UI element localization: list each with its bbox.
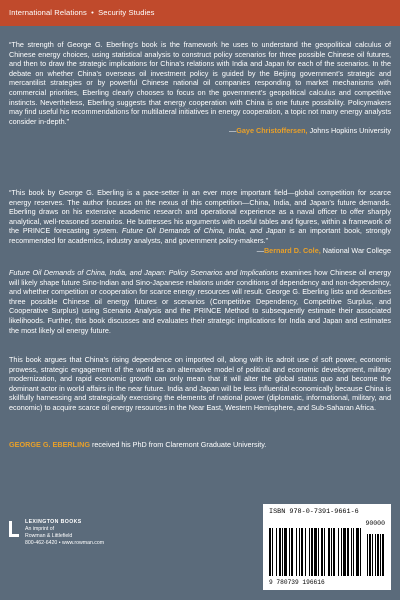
- publisher-logo: [9, 519, 129, 579]
- argument-paragraph: This book argues that China’s rising dependence on imported oil, along with its adroit use of soft power, economic prowess, strategic engagement of the world as an alternative model of political and economic development, military modernization, and rapid economic growth can only mean that it will alter the global status quo and become the dominant actor in world affairs in the near future. India and Japan will be less influential economically because China is skillfully harnessing and strategically exercising the elements of national power (diplomatic, informational, military, and economic) to acquire scarce oil energy resources in the Near East, Western Hemisphere, and Sub-Saharan Africa.: [9, 355, 391, 412]
- author-bio: [9, 440, 391, 450]
- publisher-line3: 800-462-6420 • www.rowman.com: [25, 540, 105, 546]
- attr-institution: Johns Hopkins University: [307, 126, 391, 136]
- book-argument: [9, 355, 391, 413]
- book-description: [9, 268, 391, 335]
- blurb-christoffersen: [9, 40, 391, 136]
- category-bar: [0, 0, 400, 26]
- isbn-number: ISBN 978-0-7391-9661-6: [269, 508, 359, 516]
- blurb-quote-part1: “This book by George G. Eberling is a pace-setter in an ever more important field—global competition for scarce energy reserves. The author focuses on the nexus of this competition—China, India, and Japan’s future demands. Eberling draws on his extensive academic research and operational experience as a naval officer to offer sharply analytical, well-reasoned scenarios. He buttresses his arguments with useful tables and figures, within a framework of the PRINCE forecasting system.: [9, 188, 391, 236]
- category-label: [9, 8, 155, 17]
- category-right: Security Studies: [98, 8, 155, 17]
- blurb-attribution: [9, 246, 391, 256]
- isbn-barcode: [263, 504, 391, 590]
- description-body: examines how Chinese oil energy will likely shape future Sino-Indian and Sino-Japanese relations under conditions of dependency and non-dependency, and whether competition or cooperation for scarce energy resources will result. George G. Eberling lists and describes three possible Chinese oil energy futures or scenarios (Competitive Dependency, Competitive Surplus, and Cooperative Surplus) using Scenario Analysis and the PRINCE Method to subsequently estimate their associated likelihoods. Further, this book discusses and evaluates their strategic implications for India and Japan and estimates the most likely oil energy future.: [9, 268, 392, 335]
- attr-dash: —: [256, 245, 264, 255]
- price-code: 90000: [365, 520, 385, 527]
- blurb-attribution: [9, 126, 391, 136]
- author-name: GEORGE G. EBERLING: [9, 440, 90, 449]
- publisher-line2: Rowman & Littlefield: [25, 533, 73, 539]
- barcode-digits: 9 780739 196616: [269, 579, 325, 586]
- author-bio-body: received his PhD from Claremont Graduate University.: [89, 440, 267, 449]
- blurb-quote: “The strength of George G. Eberling’s book is the framework he uses to understand the geopolitical calculus of Chinese energy choices, using statistical analysis to construct policy scenarios for three possible Chinese oil futures, and then to draw the strategic implications for China’s relations with India and Japan for each of the scenarios. In the debate on whether China’s overseas oil investment policy is guided by the Beijing government’s strategic and mercantilist strategies or by powerful Chinese national oil companies responding to market mechanisms with commercial priorities, Eberling clearly chooses to focus on the government’s geopolitical calculus and competitive instincts. Nevertheless, Eberling suggests that energy cooperation with China is one future possibility. Policymakers may find useful his recommendations for multilateral initiatives in energy cooperation, a topic not many energy analysts consider in-depth.”: [9, 40, 391, 126]
- description-title: Future Oil Demands of China, India, and Japan: Policy Scenarios and Implications: [9, 268, 279, 277]
- blurb-quote-part2: is an important book, strongly recommended for academics, industry analysts, and government policy-makers.”: [9, 226, 391, 245]
- publisher-info: [25, 519, 104, 547]
- description-paragraph: [9, 268, 391, 335]
- barcode-bars-icon: [269, 528, 385, 578]
- category-left: International Relations: [9, 8, 87, 17]
- lexington-logo-icon: [9, 521, 19, 537]
- blurb-quote-title: Future Oil Demands of China, India, and Japan: [121, 226, 286, 236]
- blurb-quote: [9, 188, 391, 246]
- blurb-cole: [9, 188, 391, 255]
- author-bio-text: [9, 440, 391, 450]
- category-bullet: •: [91, 8, 94, 17]
- publisher-line1: An imprint of: [25, 526, 55, 532]
- attr-dash: —: [229, 126, 237, 136]
- attr-name: Bernard D. Cole,: [263, 245, 321, 255]
- publisher-name: LEXINGTON BOOKS: [25, 519, 82, 525]
- attr-name: Gaye Christoffersen,: [236, 126, 308, 136]
- attr-institution: National War College: [320, 245, 391, 255]
